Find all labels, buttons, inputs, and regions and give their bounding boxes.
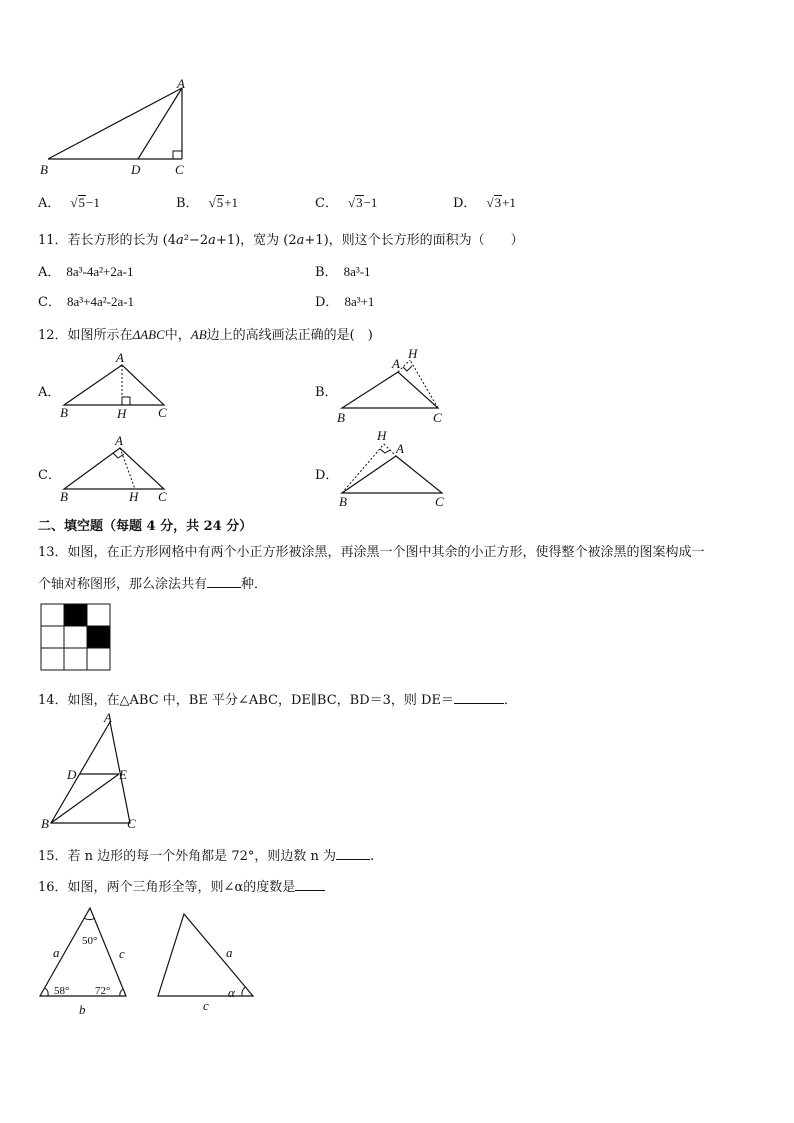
- option-expr: 8a³-1: [343, 264, 371, 279]
- vertex-label-d: D: [131, 162, 141, 177]
- vertex-label-h: H: [129, 489, 139, 504]
- option-letter: B．: [315, 265, 338, 280]
- grid-cell[interactable]: [87, 648, 110, 670]
- option-letter: D．: [315, 295, 339, 310]
- option-rest: −1: [86, 195, 100, 210]
- section-heading: 二、填空题（每题 4 分，共 24 分）: [38, 519, 253, 534]
- question-number: 13．: [38, 545, 68, 560]
- stem-part: 边上的高线画法正确的是( ): [206, 328, 373, 343]
- vertex-label-c: C: [433, 410, 442, 425]
- q11-stem: [38, 229, 524, 248]
- stem-part: 如图所示在: [67, 328, 133, 343]
- angle-label-alpha: α: [228, 985, 235, 1000]
- q11-option-c[interactable]: [38, 291, 134, 310]
- question-number: 16．: [38, 880, 68, 895]
- side-label-b: b: [79, 1002, 86, 1017]
- grid-cell-filled[interactable]: [87, 626, 110, 648]
- side-label-c: c: [203, 998, 209, 1013]
- q12-option-c[interactable]: [38, 464, 61, 483]
- stem-var: a: [208, 233, 216, 248]
- stem-part: 种．: [241, 577, 268, 592]
- answer-blank[interactable]: [295, 877, 325, 891]
- vertex-label-b: B: [60, 489, 68, 504]
- stem-part: 如图，在正方形网格中有两个小正方形被涂黑，再涂黑一个图中其余的小正方形，使得整个被涂黑的图案构成一: [67, 545, 705, 560]
- stem-part: ²−2: [183, 233, 209, 248]
- radicand: 3: [356, 195, 363, 210]
- stem-part: 如图，在△ABC 中，BE 平分∠ABC，DE∥BC，BD＝3，则 DE＝: [67, 693, 454, 708]
- angle-label-left: 58°: [54, 985, 70, 997]
- option-letter: C．: [38, 468, 61, 483]
- vertex-label-b: B: [337, 410, 345, 425]
- vertex-label-h: H: [377, 428, 387, 443]
- q10-figure: [30, 78, 200, 178]
- q12-figure-b: [334, 344, 454, 426]
- stem-var: a: [176, 233, 184, 248]
- grid-cell[interactable]: [87, 604, 110, 626]
- vertex-label-b: B: [339, 494, 347, 509]
- vertex-label-d: D: [67, 767, 77, 782]
- q12-figure-d: [334, 426, 454, 510]
- q13-stem-line2: [38, 573, 267, 592]
- option-rest: +1: [502, 195, 516, 210]
- q12-figure-a: [60, 350, 180, 422]
- q11-option-d[interactable]: [315, 291, 374, 310]
- q10-option-a[interactable]: A． √5−1: [38, 195, 100, 211]
- option-letter: D．: [315, 468, 339, 483]
- side-label-c: c: [119, 946, 125, 961]
- stem-var: AB: [190, 327, 207, 342]
- option-letter: C．: [315, 196, 338, 211]
- vertex-label-b: B: [40, 162, 48, 177]
- stem-part: 中，: [164, 328, 191, 343]
- q10-option-b[interactable]: B． √5+1: [176, 195, 239, 211]
- vertex-label-a: A: [177, 78, 185, 91]
- stem-var: ΔABC: [132, 327, 165, 342]
- vertex-label-b: B: [60, 405, 68, 420]
- q11-option-b[interactable]: [315, 261, 371, 280]
- q13-grid: [40, 603, 112, 677]
- stem-part: 若长方形的长为 (4: [67, 233, 177, 248]
- option-rest: −1: [363, 195, 378, 210]
- option-letter: B．: [176, 196, 199, 211]
- grid-cell[interactable]: [64, 648, 87, 670]
- stem-part: .: [370, 849, 375, 864]
- option-expr: 8a³+1: [344, 294, 375, 309]
- answer-blank[interactable]: [336, 846, 370, 860]
- radicand: 3: [494, 195, 502, 210]
- vertex-label-c: C: [158, 405, 167, 420]
- vertex-label-a: A: [392, 356, 400, 371]
- answer-blank[interactable]: [207, 574, 241, 588]
- vertex-label-h: H: [117, 406, 127, 421]
- q16-figure-right: [150, 906, 265, 1016]
- vertex-label-a: A: [116, 350, 124, 365]
- q14-figure: [36, 712, 146, 832]
- q12-option-a[interactable]: [38, 381, 60, 400]
- grid-cell[interactable]: [64, 626, 87, 648]
- vertex-label-c: C: [435, 494, 444, 509]
- q10-option-c[interactable]: C． √3−1: [315, 195, 378, 211]
- q14-stem: [38, 689, 517, 708]
- side-label-a: a: [53, 945, 60, 960]
- vertex-label-c: C: [127, 816, 136, 831]
- grid-cell[interactable]: [41, 648, 64, 670]
- angle-label-right: 72°: [95, 985, 111, 997]
- question-number: 11．: [38, 233, 68, 248]
- stem-part: +1)，宽为 (2: [215, 233, 297, 248]
- question-number: 12．: [38, 328, 68, 343]
- vertex-label-h: H: [408, 346, 418, 361]
- option-letter: A．: [38, 385, 61, 400]
- vertex-label-e: E: [119, 767, 127, 782]
- vertex-label-c: C: [175, 162, 184, 177]
- option-letter: C．: [38, 295, 61, 310]
- option-rest: +1: [224, 195, 239, 210]
- stem-part: ．: [503, 693, 517, 708]
- q16-stem: [38, 876, 325, 895]
- vertex-label-a: A: [115, 433, 123, 448]
- grid-cell[interactable]: [41, 626, 64, 648]
- q15-stem: [38, 845, 374, 864]
- option-letter: A．: [38, 196, 61, 211]
- angle-label-top: 50°: [82, 935, 98, 947]
- option-letter: A．: [38, 265, 61, 280]
- answer-blank[interactable]: [454, 690, 504, 704]
- q12-stem: [38, 324, 373, 343]
- vertex-label-a: A: [104, 712, 112, 725]
- stem-part: 若 n 边形的每一个外角都是 72°，则边数 n 为: [67, 849, 336, 864]
- option-expr: 8a³-4a²+2a-1: [66, 264, 134, 279]
- radicand: 5: [216, 195, 224, 210]
- side-label-a: a: [226, 945, 233, 960]
- stem-var: a: [296, 233, 305, 248]
- grid-cell-filled[interactable]: [64, 604, 87, 626]
- radicand: 5: [78, 195, 86, 210]
- stem-part: 如图，两个三角形全等，则∠α的度数是: [67, 880, 296, 895]
- q13-stem-line1: [38, 541, 705, 560]
- q12-figure-c: [60, 432, 180, 506]
- grid-cell[interactable]: [41, 604, 64, 626]
- vertex-label-c: C: [158, 489, 167, 504]
- stem-part: 个轴对称图形，那么涂法共有: [38, 577, 208, 592]
- question-number: 15．: [38, 849, 68, 864]
- q10-option-d[interactable]: D． √3+1: [453, 195, 516, 211]
- option-letter: B．: [315, 385, 338, 400]
- q11-option-a[interactable]: [38, 261, 134, 280]
- option-expr: 8a³+4a²-2a-1: [66, 294, 135, 309]
- vertex-label-b: B: [41, 816, 49, 831]
- stem-part: +1)，则这个长方形的面积为（ ）: [304, 233, 524, 248]
- option-letter: D．: [453, 196, 477, 211]
- question-number: 14．: [38, 693, 68, 708]
- vertex-label-a: A: [396, 441, 404, 456]
- q16-figure-left: [34, 900, 134, 1020]
